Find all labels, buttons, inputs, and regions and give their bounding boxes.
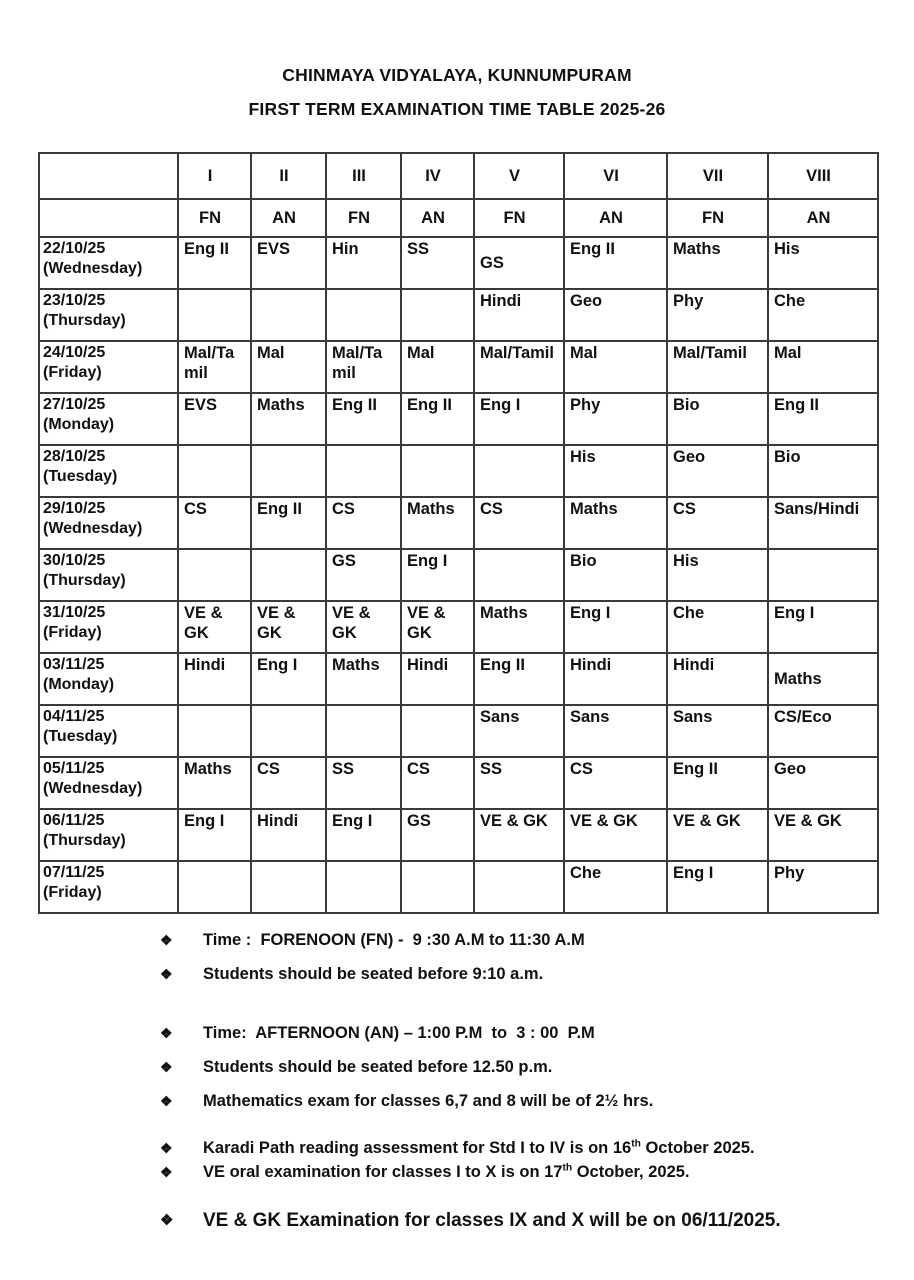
date-cell	[39, 653, 178, 705]
date-text: 22/10/25	[43, 240, 106, 257]
subject-cell	[178, 289, 251, 341]
ordinal-superscript: th	[631, 1138, 641, 1150]
subject-cell: VE & GK	[178, 601, 251, 653]
class-header-VII: VII	[667, 153, 768, 199]
date-text: 03/11/25	[43, 656, 105, 673]
subject-cell: Phy	[564, 393, 667, 445]
exam-title: FIRST TERM EXAMINATION TIME TABLE 2025-26	[248, 99, 666, 119]
date-cell	[39, 757, 178, 809]
class-header-VIII: VIII	[768, 153, 878, 199]
note-segment: October 2025.	[640, 1139, 755, 1157]
date-cell	[39, 341, 178, 393]
subject-cell: Che	[667, 601, 768, 653]
timetable-row	[39, 393, 878, 445]
date-cell	[39, 497, 178, 549]
subject-cell: Eng I	[474, 393, 564, 445]
subject-cell: Maths	[326, 653, 401, 705]
subject-cell: Eng II	[768, 393, 878, 445]
subject-cell: Eng I	[564, 601, 667, 653]
date-text: 27/10/25	[43, 396, 106, 413]
timetable-body	[39, 237, 878, 913]
subject-cell: VE & GK	[768, 809, 878, 861]
session-header-5: AN	[564, 199, 667, 237]
date-cell	[39, 445, 178, 497]
subject-cell	[401, 289, 474, 341]
timetable-row	[39, 497, 878, 549]
session-header-2: FN	[326, 199, 401, 237]
note-segment: Students should be seated before 12.50 p.m.	[203, 1058, 553, 1076]
subject-cell	[474, 445, 564, 497]
subject-cell: Eng II	[667, 757, 768, 809]
date-text: 06/11/25	[43, 812, 105, 829]
subject-cell: Sans	[564, 705, 667, 757]
class-header-I: I	[178, 153, 251, 199]
date-cell	[39, 809, 178, 861]
note-item	[160, 1089, 914, 1113]
session-header-6: FN	[667, 199, 768, 237]
subject-cell: Geo	[667, 445, 768, 497]
date-cell	[39, 289, 178, 341]
session-header-row	[39, 199, 878, 237]
subject-cell: CS	[401, 757, 474, 809]
subject-cell: Eng II	[326, 393, 401, 445]
day-text: (Friday)	[43, 363, 102, 381]
subject-cell: Eng I	[326, 809, 401, 861]
note-segment: Time: AFTERNOON (AN) – 1:00 P.M to 3 : 00 P.M	[203, 1024, 595, 1042]
subject-cell: Sans/Hindi	[768, 497, 878, 549]
subject-cell: Geo	[768, 757, 878, 809]
subject-cell: Mal/Tamil	[667, 341, 768, 393]
date-text: 30/10/25	[43, 552, 106, 569]
note-segment: Students should be seated before 9:10 a.m.	[203, 965, 544, 983]
day-text: (Thursday)	[43, 571, 126, 589]
session-header-4: FN	[474, 199, 564, 237]
timetable-row	[39, 653, 878, 705]
day-text: (Wednesday)	[43, 259, 143, 277]
note-segment: October, 2025.	[572, 1163, 690, 1181]
session-header-1: AN	[251, 199, 326, 237]
subject-cell	[251, 861, 326, 913]
exam-timetable	[38, 152, 879, 914]
date-cell	[39, 861, 178, 913]
class-header-III: III	[326, 153, 401, 199]
timetable-row	[39, 445, 878, 497]
subject-cell	[251, 289, 326, 341]
subject-cell: Eng I	[251, 653, 326, 705]
subject-cell: Eng II	[178, 237, 251, 289]
subject-cell: Bio	[768, 445, 878, 497]
diamond-bullet-icon: ❖	[160, 1212, 174, 1229]
subject-cell: EVS	[251, 237, 326, 289]
date-text: 23/10/25	[43, 292, 106, 309]
subject-cell: Maths	[564, 497, 667, 549]
corner-cell	[39, 153, 178, 199]
date-text: 07/11/25	[43, 864, 105, 881]
subject-cell: Bio	[667, 393, 768, 445]
note-segment: VE oral examination for classes I to X is on 17	[203, 1163, 563, 1181]
timetable-row	[39, 705, 878, 757]
date-text: 04/11/25	[43, 708, 105, 725]
diamond-bullet-icon: ❖	[160, 1059, 173, 1075]
subject-cell: Hindi	[178, 653, 251, 705]
date-cell	[39, 601, 178, 653]
subject-cell	[251, 445, 326, 497]
subject-cell: Eng II	[251, 497, 326, 549]
note-item	[160, 1021, 914, 1045]
class-header-II: II	[251, 153, 326, 199]
timetable-head	[39, 153, 878, 237]
subject-cell	[178, 445, 251, 497]
subject-cell: Maths	[474, 601, 564, 653]
subject-cell: Mal	[401, 341, 474, 393]
subject-cell: Sans	[667, 705, 768, 757]
day-text: (Thursday)	[43, 831, 126, 849]
subject-cell: Maths	[667, 237, 768, 289]
subject-cell	[326, 445, 401, 497]
note-item	[160, 1136, 914, 1160]
subject-cell: CS	[178, 497, 251, 549]
date-text: 31/10/25	[43, 604, 106, 621]
note-text	[203, 1136, 755, 1160]
document-header	[0, 0, 914, 120]
subject-cell: Mal	[768, 341, 878, 393]
subject-cell: Eng I	[768, 601, 878, 653]
subject-cell	[326, 861, 401, 913]
subject-cell: Hindi	[564, 653, 667, 705]
date-text: 28/10/25	[43, 448, 106, 465]
subject-cell: VE & GK	[326, 601, 401, 653]
diamond-bullet-icon: ❖	[160, 1140, 173, 1156]
subject-cell: GS	[401, 809, 474, 861]
subject-cell: Eng II	[474, 653, 564, 705]
subject-cell: VE & GK	[474, 809, 564, 861]
subject-cell: Bio	[564, 549, 667, 601]
subject-cell: His	[768, 237, 878, 289]
subject-cell: Maths	[251, 393, 326, 445]
timetable-row	[39, 237, 878, 289]
date-cell	[39, 237, 178, 289]
date-cell	[39, 549, 178, 601]
subject-cell	[251, 705, 326, 757]
subject-cell: EVS	[178, 393, 251, 445]
timetable-row	[39, 289, 878, 341]
note-segment: Time : FORENOON (FN) - 9 :30 A.M to 11:30 A.M	[203, 931, 585, 949]
subject-cell: GS	[326, 549, 401, 601]
subject-cell: CS/Eco	[768, 705, 878, 757]
day-text: (Tuesday)	[43, 467, 118, 485]
day-text: (Friday)	[43, 883, 102, 901]
subject-cell	[178, 861, 251, 913]
class-header-VI: VI	[564, 153, 667, 199]
note-item	[160, 1208, 914, 1234]
corner-cell	[39, 199, 178, 237]
note-item	[160, 928, 914, 952]
subject-cell: CS	[667, 497, 768, 549]
note-item	[160, 1055, 914, 1079]
class-header-IV: IV	[401, 153, 474, 199]
subject-cell: Eng I	[667, 861, 768, 913]
note-text	[203, 1160, 690, 1184]
note-text	[203, 1208, 781, 1234]
subject-cell: VE & GK	[564, 809, 667, 861]
subject-cell: CS	[251, 757, 326, 809]
note-segment: VE & GK Examination for classes IX and X will be on 06/11/2025.	[203, 1210, 781, 1231]
subject-cell: Hindi	[401, 653, 474, 705]
subject-cell: VE & GK	[251, 601, 326, 653]
diamond-bullet-icon: ❖	[160, 932, 173, 948]
subject-cell: CS	[474, 497, 564, 549]
subject-cell	[474, 549, 564, 601]
subject-cell	[326, 705, 401, 757]
ordinal-superscript: th	[562, 1162, 573, 1174]
subject-cell	[768, 549, 878, 601]
note-item	[160, 1160, 914, 1184]
diamond-bullet-icon: ❖	[160, 966, 173, 982]
timetable-row	[39, 861, 878, 913]
subject-cell: Che	[768, 289, 878, 341]
date-text: 24/10/25	[43, 344, 106, 361]
subject-cell: Geo	[564, 289, 667, 341]
subject-cell: CS	[326, 497, 401, 549]
day-text: (Tuesday)	[43, 727, 118, 745]
subject-cell: Maths	[178, 757, 251, 809]
subject-cell: Hindi	[251, 809, 326, 861]
subject-cell: His	[667, 549, 768, 601]
timetable-row	[39, 601, 878, 653]
subject-cell	[326, 289, 401, 341]
subject-cell: Hindi	[474, 289, 564, 341]
session-header-0: FN	[178, 199, 251, 237]
session-header-3: AN	[401, 199, 474, 237]
subject-cell: Mal/Tamil	[474, 341, 564, 393]
note-segment: Mathematics exam for classes 6,7 and 8 will be of 2½ hrs.	[203, 1092, 654, 1110]
subject-cell: Eng II	[564, 237, 667, 289]
day-text: (Friday)	[43, 623, 102, 641]
note-text	[203, 1055, 552, 1079]
subject-cell	[178, 705, 251, 757]
subject-cell	[401, 861, 474, 913]
subject-cell: Che	[564, 861, 667, 913]
subject-cell: Maths	[401, 497, 474, 549]
subject-cell: Mal/Tamil	[326, 341, 401, 393]
subject-cell: CS	[564, 757, 667, 809]
notes-section	[160, 928, 914, 1234]
subject-cell: Phy	[667, 289, 768, 341]
subject-cell	[401, 445, 474, 497]
school-name: CHINMAYA VIDYALAYA, KUNNUMPURAM	[282, 65, 632, 85]
subject-cell: SS	[326, 757, 401, 809]
day-text: (Monday)	[43, 675, 115, 693]
subject-cell	[474, 861, 564, 913]
diamond-bullet-icon: ❖	[160, 1164, 173, 1180]
subject-cell: His	[564, 445, 667, 497]
subject-cell: Mal/Tamil	[178, 341, 251, 393]
timetable-row	[39, 549, 878, 601]
subject-cell: SS	[474, 757, 564, 809]
note-segment: Karadi Path reading assessment for Std I to IV is on 16	[203, 1139, 632, 1157]
date-text: 29/10/25	[43, 500, 106, 517]
timetable-row	[39, 757, 878, 809]
class-header-row	[39, 153, 878, 199]
day-text: (Monday)	[43, 415, 115, 433]
day-text: (Thursday)	[43, 311, 126, 329]
class-header-V: V	[474, 153, 564, 199]
diamond-bullet-icon: ❖	[160, 1093, 173, 1109]
subject-cell: Phy	[768, 861, 878, 913]
note-text	[203, 1089, 653, 1113]
subject-cell: GS	[474, 237, 564, 289]
subject-cell: Mal	[251, 341, 326, 393]
diamond-bullet-icon: ❖	[160, 1025, 173, 1041]
note-text	[203, 962, 543, 986]
date-text: 05/11/25	[43, 760, 105, 777]
subject-cell: Hin	[326, 237, 401, 289]
session-header-7: AN	[768, 199, 878, 237]
subject-cell: Sans	[474, 705, 564, 757]
subject-cell: Eng I	[401, 549, 474, 601]
date-cell	[39, 393, 178, 445]
timetable-row	[39, 341, 878, 393]
date-cell	[39, 705, 178, 757]
day-text: (Wednesday)	[43, 519, 143, 537]
subject-cell	[178, 549, 251, 601]
subject-cell: SS	[401, 237, 474, 289]
subject-cell: Eng I	[178, 809, 251, 861]
subject-cell: VE & GK	[667, 809, 768, 861]
timetable-row	[39, 809, 878, 861]
subject-cell: VE & GK	[401, 601, 474, 653]
subject-cell	[251, 549, 326, 601]
subject-cell: Maths	[768, 653, 878, 705]
note-item	[160, 962, 914, 986]
subject-cell: Mal	[564, 341, 667, 393]
subject-cell: Eng II	[401, 393, 474, 445]
note-text	[203, 928, 585, 952]
day-text: (Wednesday)	[43, 779, 143, 797]
subject-cell	[401, 705, 474, 757]
note-text	[203, 1021, 595, 1045]
subject-cell: Hindi	[667, 653, 768, 705]
